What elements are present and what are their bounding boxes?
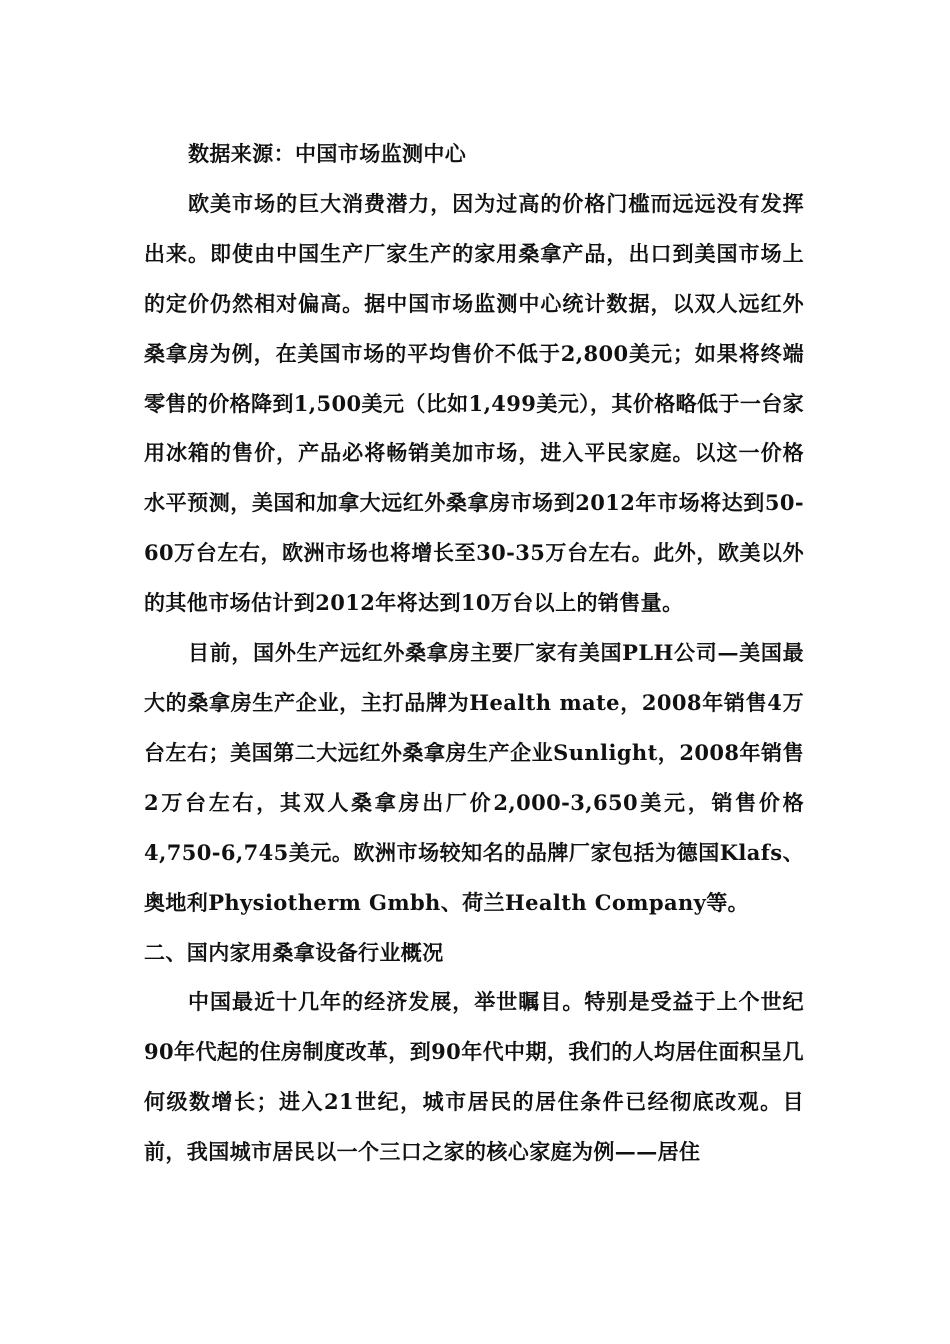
paragraph-foreign-manufacturers: 目前，国外生产远红外桑拿房主要厂家有美国PLH公司—美国最大的桑拿房生产企业，主打品牌为Health mate，2008年销售4万台左右；美国第二大远红外桑拿房生产企业Sunlight，2008年销售2万台左右，其双人桑拿房出厂价2,000-3,650美元，销售价格4,750-6,745美元。欧洲市场较知名的品牌厂家包括为德国Klafs、奥地利Physiotherm Gmbh、荷兰Health Company等。: [144, 640, 804, 915]
document-body: [144, 129, 804, 1177]
paragraph-market-potential: 欧美市场的巨大消费潜力，因为过高的价格门槛而远远没有发挥出来。即使由中国生产厂家生产的家用桑拿产品，出口到美国市场上的定价仍然相对偏高。据中国市场监测中心统计数据，以双人远红外桑拿房为例，在美国市场的平均售价不低于2,800美元；如果将终端零售的价格降到1,500美元（比如1,499美元），其价格略低于一台家用冰箱的售价，产品必将畅销美加市场，进入平民家庭。以这一价格水平预测，美国和加拿大远红外桑拿房市场到2012年市场将达到50-60万台左右，欧洲市场也将增长至30-35万台左右。此外，欧美以外的其他市场估计到2012年将达到10万台以上的销售量。: [144, 190, 805, 616]
section-heading: 二、国内家用桑拿设备行业概况: [144, 939, 444, 965]
paragraph-domestic-overview: 中国最近十几年的经济发展，举世瞩目。特别是受益于上个世纪90年代起的住房制度改革，到90年代中期，我们的人均居住面积呈几何级数增长；进入21世纪，城市居民的居住条件已经彻底改观。目前，我国城市居民以一个三口之家的核心家庭为例——居住: [144, 989, 804, 1165]
source-line: 数据来源：中国市场监测中心: [188, 141, 467, 166]
